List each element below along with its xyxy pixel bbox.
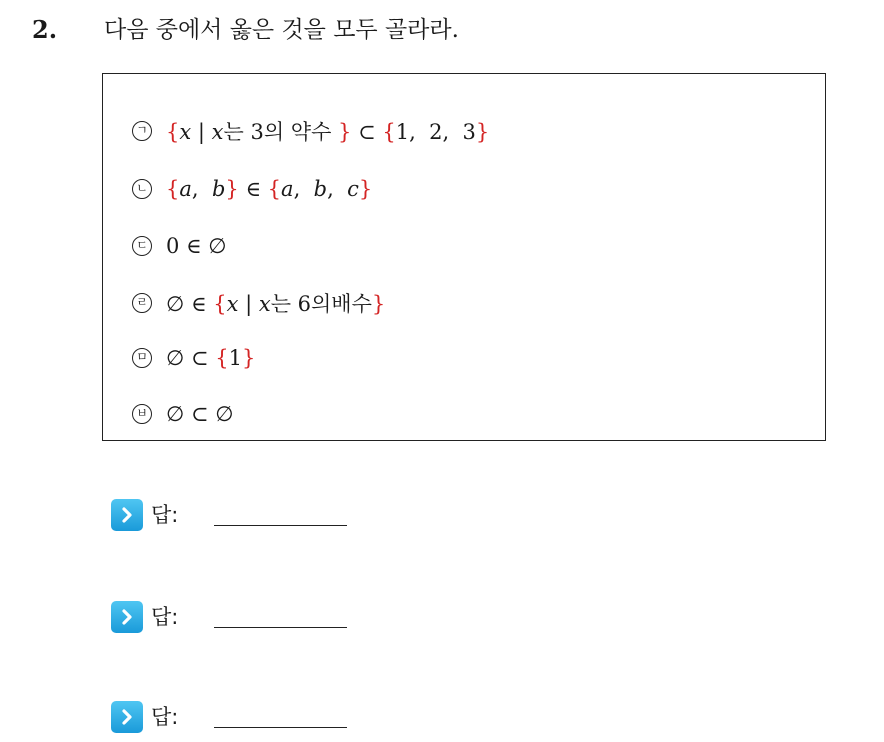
math-variable: x: [226, 292, 239, 316]
choice-item: [132, 172, 372, 206]
choice-item: [132, 229, 227, 263]
choice-expression: [166, 234, 227, 258]
answer-blank[interactable]: [214, 627, 347, 628]
brace: }: [358, 177, 373, 201]
brace: }: [242, 346, 256, 370]
choice-item: [132, 286, 385, 320]
choices-box: [102, 73, 826, 441]
brace: {: [166, 177, 180, 201]
answer-row: [111, 700, 178, 734]
answer-blank[interactable]: [214, 727, 347, 728]
math-text: ∅ ∈: [166, 292, 214, 316]
answer-label: 답:: [151, 605, 179, 629]
chevron-right-icon: [111, 601, 143, 633]
choice-item: [132, 114, 489, 148]
brace: {: [215, 346, 229, 370]
math-variable: a: [281, 177, 294, 201]
math-variable: a: [179, 177, 192, 201]
math-text: 1: [228, 346, 242, 370]
math-text: |: [191, 120, 212, 144]
choice-marker: ㅂ: [132, 404, 152, 424]
math-variable: c: [347, 177, 359, 201]
answer-row: [111, 498, 178, 532]
choice-marker: ㄴ: [132, 179, 152, 199]
choice-marker: ㄷ: [132, 236, 152, 256]
question-text: 다음 중에서 옳은 것을 모두 골라라.: [104, 17, 459, 43]
math-text: ,: [293, 177, 314, 201]
math-variable: x: [211, 120, 224, 144]
choice-item: [132, 397, 234, 431]
math-text: ⊂: [351, 120, 383, 144]
choice-marker: ㅁ: [132, 348, 152, 368]
math-variable: x: [258, 292, 271, 316]
math-text: ∈: [238, 177, 268, 201]
math-variable: b: [313, 177, 328, 201]
math-text: 1, 2, 3: [395, 120, 476, 144]
brace: {: [166, 120, 180, 144]
math-text: ∅ ⊂: [166, 346, 216, 370]
answer-label: 답:: [151, 705, 179, 729]
math-text: ∅ ⊂ ∅: [166, 402, 234, 426]
question-number: 2.: [32, 15, 58, 44]
brace: }: [475, 120, 490, 144]
math-text: 0 ∈ ∅: [166, 234, 227, 258]
choice-expression: [166, 402, 234, 426]
choice-expression: [166, 116, 489, 146]
chevron-right-icon: [111, 701, 143, 733]
answer-label: 답:: [151, 503, 179, 527]
brace: }: [225, 177, 239, 201]
brace: }: [371, 292, 386, 316]
math-text: ,: [191, 177, 212, 201]
answer-row: [111, 600, 178, 634]
math-text: ,: [327, 177, 348, 201]
choice-item: [132, 341, 255, 375]
brace: {: [213, 292, 227, 316]
math-variable: b: [211, 177, 226, 201]
choice-expression: [166, 346, 255, 370]
choice-marker: ㄹ: [132, 293, 152, 313]
answer-blank[interactable]: [214, 525, 347, 526]
brace: }: [338, 120, 352, 144]
math-text: 는 3의 약수: [223, 120, 339, 144]
choice-expression: [166, 177, 372, 201]
chevron-right-icon: [111, 499, 143, 531]
math-text: |: [238, 292, 259, 316]
math-text: 는 6의배수: [270, 292, 372, 316]
choice-expression: [166, 288, 385, 318]
math-variable: x: [179, 120, 192, 144]
choice-marker: ㄱ: [132, 121, 152, 141]
brace: {: [267, 177, 282, 201]
brace: {: [382, 120, 396, 144]
